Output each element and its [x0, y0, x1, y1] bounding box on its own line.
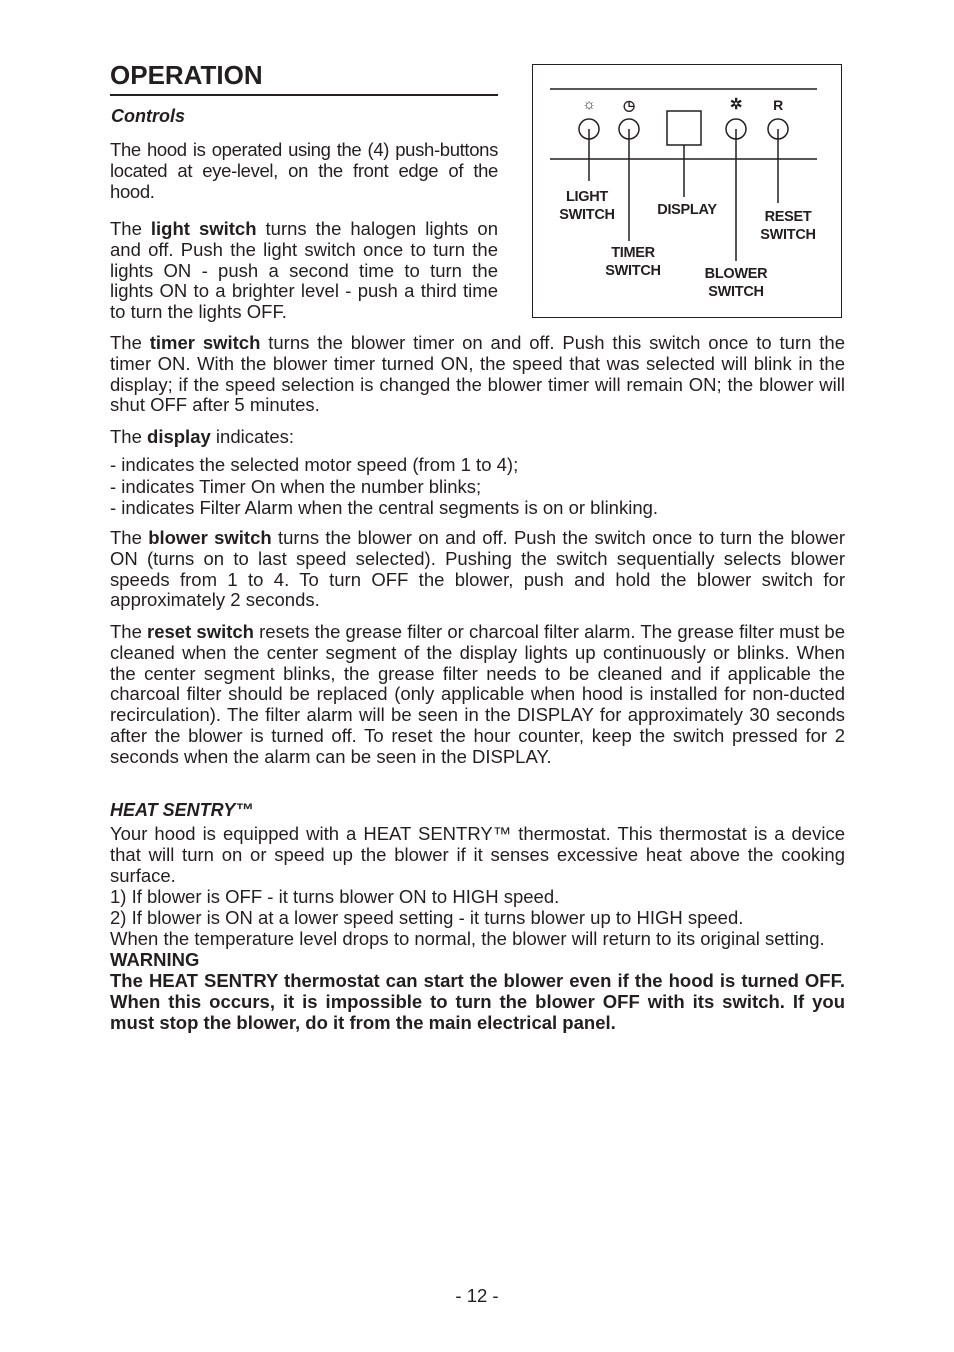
page-title: OPERATION [110, 60, 498, 96]
light-switch-label: LIGHT SWITCH [559, 189, 615, 223]
heat-sentry-heading: HEAT SENTRY™ [110, 800, 254, 820]
list-item: - indicates the selected motor speed (from 1 to 4); [110, 454, 519, 475]
display-indications-list [110, 454, 845, 519]
blower-switch-label: BLOWER SWITCH [704, 266, 768, 300]
page-number: - 12 - [455, 1285, 499, 1306]
control-panel-diagram [532, 64, 842, 318]
warning-label: WARNING [110, 949, 200, 970]
list-item: - indicates Filter Alarm when the central segments is on or blinking. [110, 497, 659, 518]
timer-switch-term: timer switch [149, 332, 261, 353]
timer-clock-icon: ◷ [623, 97, 635, 113]
controls-heading: Controls [111, 106, 185, 126]
display-paragraph: The display indicates: [110, 426, 295, 447]
intro-paragraph: The hood is operated using the (4) push-buttons located at eye-level, on the front edge of the hood. [110, 139, 498, 202]
warning-text: The HEAT SENTRY thermostat can start the blower even if the hood is turned OFF. When this occurs, it is impossible to turn the blower OFF with its switch. If you must stop the blower, do it from the main electrical panel. [110, 970, 845, 1033]
fan-icon: ✲ [729, 96, 743, 113]
light-switch-paragraph: The light switch turns the halogen lights on and off. Push the light switch once to turn the lights ON - push a second time to turn the lights ON to a brighter level - push a third time to turn the lights OFF. [110, 218, 498, 323]
display-label: DISPLAY [657, 202, 717, 218]
heat-sentry-return: When the temperature level drops to normal, the blower will return to its original setting. [110, 928, 825, 949]
timer-switch-label: TIMER SWITCH [605, 245, 661, 279]
reset-switch-paragraph: The reset switch resets the grease filter or charcoal filter alarm. The grease filter must be cleaned when the center segment of the display lights up continuously or blinks. When the center segment blinks, the grease filter needs to be cleaned and if applicable the charcoal filter should be replaced (only applicable when hood is installed for non-ducted recirculation). The filter alarm will be seen in the DISPLAY for approximately 30 seconds after the blower is turned off. To reset the hour counter, keep the switch pressed for 2 seconds when the alarm can be seen in the DISPLAY. [110, 621, 845, 767]
blower-switch-term: blower switch [148, 527, 272, 548]
display-window-shape [667, 111, 701, 145]
display-term: display [147, 426, 211, 447]
reset-switch-label: RESET SWITCH [760, 209, 816, 243]
reset-r-symbol: R [773, 97, 783, 113]
heat-sentry-item-2: 2) If blower is ON at a lower speed setting - it turns blower up to HIGH speed. [110, 907, 744, 928]
list-item: - indicates Timer On when the number blinks; [110, 475, 482, 497]
heat-sentry-intro: Your hood is equipped with a HEAT SENTRY™ thermostat. This thermostat is a device that will turn on or speed up the blower if it senses excessive heat above the cooking surface. [110, 823, 845, 886]
light-bulb-icon: ☼ [582, 96, 596, 113]
light-switch-term: light switch [150, 218, 257, 239]
heat-sentry-section [110, 823, 845, 1033]
blower-switch-paragraph: The blower switch turns the blower on and off. Push the switch once to turn the blower ON (turns on to last speed selected). Pushing the switch sequentially selects blower speeds from 1 to 4. To turn OFF the blower, push and hold the blower switch for approximately 2 seconds. [110, 527, 845, 611]
reset-switch-term: reset switch [147, 621, 254, 642]
heat-sentry-item-1: 1) If blower is OFF - it turns blower ON to HIGH speed. [110, 886, 560, 907]
timer-switch-paragraph: The timer switch turns the blower timer on and off. Push this switch once to turn the timer ON. With the blower timer turned ON, the speed that was selected will blink in the display; if the speed selection is changed the blower timer will remain ON; the blower will shut OFF after 5 minutes. [110, 332, 845, 416]
